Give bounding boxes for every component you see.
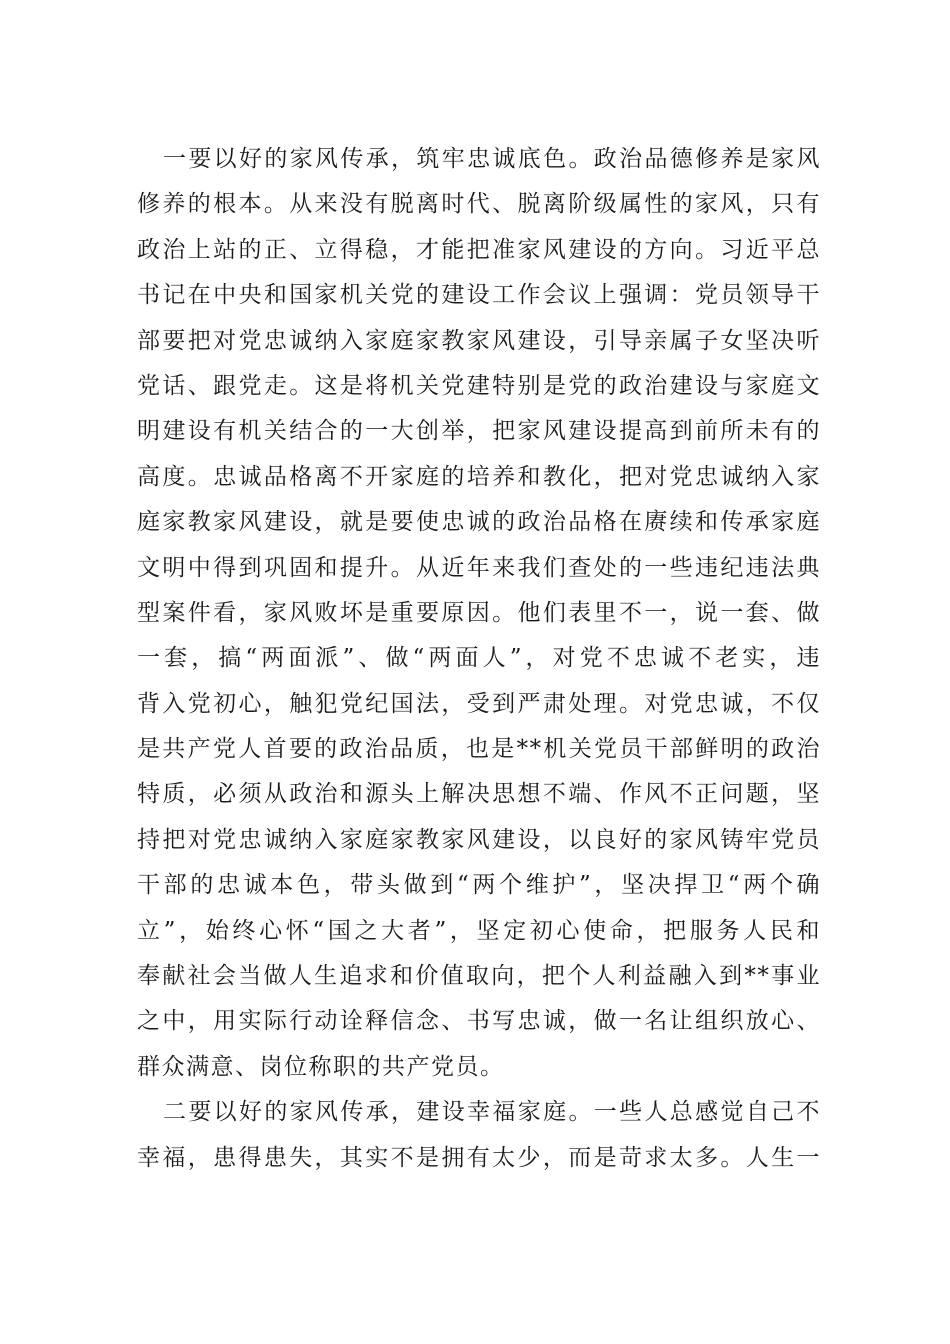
text-line: 特质，必须从政治和源头上解决思想不端、作风不正问题，坚	[137, 781, 821, 808]
text-line: 立”，始终心怀“国之大者”，坚定初心使命，把服务人民和	[137, 917, 821, 944]
text-line: 修养的根本。从来没有脱离时代、脱离阶级属性的家风，只有	[137, 191, 821, 218]
text-line: 二要以好的家风传承，建设幸福家庭。一些人总感觉自己不	[163, 1099, 821, 1126]
text-line: 党话、跟党走。这是将机关党建特别是党的政治建设与家庭文	[137, 372, 821, 399]
text-line: 干部的忠诚本色，带头做到“两个维护”，坚决捍卫“两个确	[137, 872, 821, 899]
text-line: 持把对党忠诚纳入家庭家教家风建设，以良好的家风铸牢党员	[137, 826, 821, 853]
document-body	[137, 137, 821, 1181]
text-line: 部要把对党忠诚纳入家庭家教家风建设，引导亲属子女坚决听	[137, 327, 821, 354]
text-line: 奉献社会当做人生追求和价值取向，把个人利益融入到**事业	[137, 963, 821, 990]
text-line: 政治上站的正、立得稳，才能把准家风建设的方向。习近平总	[137, 236, 821, 263]
text-line: 庭家教家风建设，就是要使忠诚的政治品格在赓续和传承家庭	[137, 509, 821, 536]
text-line: 幸福，患得患失，其实不是拥有太少，而是苛求太多。人生一	[137, 1144, 821, 1171]
text-line: 背入党初心，触犯党纪国法，受到严肃处理。对党忠诚，不仅	[137, 690, 821, 717]
paragraph-2	[137, 1090, 821, 1181]
text-line: 一套，搞“两面派”、做“两面人”，对党不忠诚不老实，违	[137, 645, 821, 672]
text-line: 型案件看，家风败坏是重要原因。他们表里不一，说一套、做	[137, 599, 821, 626]
text-line: 一要以好的家风传承，筑牢忠诚底色。政治品德修养是家风	[163, 146, 821, 172]
text-line: 书记在中央和国家机关党的建设工作会议上强调：党员领导干	[137, 282, 821, 309]
text-line: 之中，用实际行动诠释信念、书写忠诚，做一名让组织放心、	[137, 1008, 821, 1035]
text-line: 是共产党人首要的政治品质，也是**机关党员干部鲜明的政治	[137, 736, 821, 763]
text-line: 高度。忠诚品格离不开家庭的培养和教化，把对党忠诚纳入家	[137, 463, 821, 490]
text-line: 群众满意、岗位称职的共产党员。	[137, 1053, 505, 1080]
text-line: 明建设有机关结合的一大创举，把家风建设提高到前所未有的	[137, 418, 821, 445]
text-line: 文明中得到巩固和提升。从近年来我们查处的一些违纪违法典	[137, 554, 821, 581]
paragraph-1	[137, 137, 821, 1090]
